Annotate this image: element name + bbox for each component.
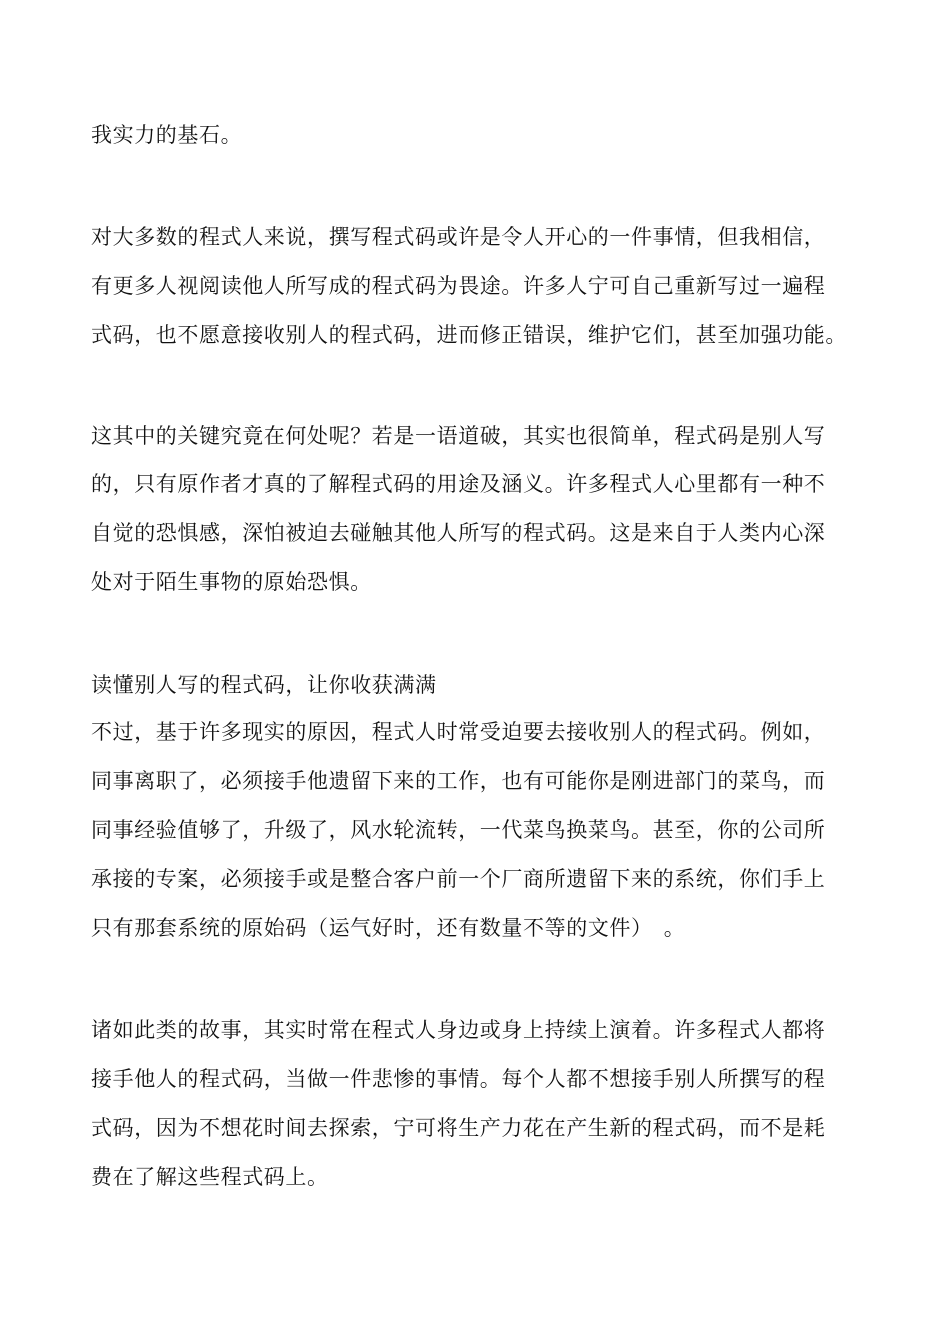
paragraph-4-line-2: 同事离职了，必须接手他遗留下来的工作，也有可能你是刚进部门的菜鸟，而 [91, 769, 826, 793]
paragraph-2-line-2: 有更多人视阅读他人所写成的程式码为畏途。许多人宁可自己重新写过一遍程 [91, 274, 826, 298]
paragraph-3-line-1: 这其中的关键究竟在何处呢？若是一语道破，其实也很简单，程式码是别人写 [91, 424, 826, 448]
paragraph-2-line-3: 式码，也不愿意接收别人的程式码，进而修正错误，维护它们，甚至加强功能。 [91, 323, 847, 347]
paragraph-5-line-2: 接手他人的程式码，当做一件悲惨的事情。每个人都不想接手别人所撰写的程 [91, 1067, 826, 1091]
paragraph-5-line-1: 诸如此类的故事，其实时常在程式人身边或身上持续上演着。许多程式人都将 [91, 1018, 826, 1042]
paragraph-5-line-4: 费在了解这些程式码上。 [91, 1165, 329, 1189]
paragraph-3-line-2: 的，只有原作者才真的了解程式码的用途及涵义。许多程式人心里都有一种不 [91, 472, 826, 496]
paragraph-5-line-3: 式码，因为不想花时间去探索，宁可将生产力花在产生新的程式码，而不是耗 [91, 1116, 826, 1140]
paragraph-1-line-1: 我实力的基石。 [91, 123, 243, 147]
paragraph-3-line-3: 自觉的恐惧感，深怕被迫去碰触其他人所写的程式码。这是来自于人类内心深 [91, 521, 826, 545]
section-heading: 读懂别人写的程式码，让你收获满满 [91, 673, 437, 697]
paragraph-4-line-3: 同事经验值够了，升级了，风水轮流转，一代菜鸟换菜鸟。甚至，你的公司所 [91, 818, 826, 842]
paragraph-4-line-1: 不过，基于许多现实的原因，程式人时常受迫要去接收别人的程式码。例如， [91, 720, 826, 744]
paragraph-3-line-4: 处对于陌生事物的原始恐惧。 [91, 570, 372, 594]
paragraph-4-line-4: 承接的专案，必须接手或是整合客户前一个厂商所遗留下来的系统，你们手上 [91, 867, 826, 891]
paragraph-4-line-5: 只有那套系统的原始码（运气好时，还有数量不等的文件） 。 [91, 916, 686, 940]
paragraph-2-line-1: 对大多数的程式人来说，撰写程式码或许是令人开心的一件事情，但我相信， [91, 225, 826, 249]
